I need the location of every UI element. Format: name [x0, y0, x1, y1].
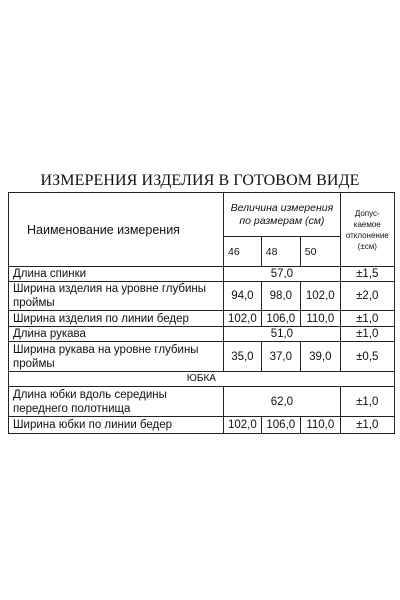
row-value-48: 106,0 — [261, 311, 300, 327]
header-measure: Величина измерения по размерам (см) — [224, 193, 341, 237]
row-name: Длина юбки вдоль середины переднего полотнища — [9, 387, 224, 417]
table-row — [9, 342, 395, 372]
size-48: 48 — [261, 237, 300, 267]
section-heading: ЮБКА — [9, 372, 395, 387]
row-tolerance: ±1,0 — [340, 417, 394, 434]
row-name: Ширина изделия по линии бедер — [9, 311, 224, 327]
row-name: Ширина изделия на уровне глубины проймы — [9, 282, 224, 311]
row-value-48: 37,0 — [261, 342, 300, 372]
row-name: Длина рукава — [9, 327, 224, 342]
table-row — [9, 417, 395, 434]
table-row — [9, 387, 395, 417]
table-row — [9, 311, 395, 327]
row-value-46: 94,0 — [224, 282, 262, 311]
row-tolerance: ±0,5 — [340, 342, 394, 372]
row-common-value: 51,0 — [224, 327, 341, 342]
row-tolerance: ±1,0 — [340, 311, 394, 327]
header-name: Наименование измерения — [9, 193, 224, 267]
measurements-table — [8, 192, 395, 434]
row-common-value: 62,0 — [224, 387, 341, 417]
row-value-50: 110,0 — [300, 417, 340, 434]
page-title: ИЗМЕРЕНИЯ ИЗДЕЛИЯ В ГОТОВОМ ВИДЕ — [40, 172, 360, 189]
size-50: 50 — [300, 237, 340, 267]
row-value-50: 102,0 — [300, 282, 340, 311]
row-name: Ширина юбки по линии бедер — [9, 417, 224, 434]
header-row — [9, 193, 395, 237]
row-value-46: 102,0 — [224, 311, 262, 327]
row-common-value: 57,0 — [224, 267, 341, 282]
row-value-50: 110,0 — [300, 311, 340, 327]
table-row — [9, 282, 395, 311]
row-value-48: 106,0 — [261, 417, 300, 434]
row-name: Ширина рукава на уровне глубины проймы — [9, 342, 224, 372]
row-tolerance: ±2,0 — [340, 282, 394, 311]
table-row — [9, 267, 395, 282]
table-row — [9, 327, 395, 342]
row-tolerance: ±1,0 — [340, 387, 394, 417]
header-tolerance: Допус-каемое отклонение (±см) — [340, 193, 394, 267]
row-value-48: 98,0 — [261, 282, 300, 311]
section-row — [9, 372, 395, 387]
row-tolerance: ±1,0 — [340, 327, 394, 342]
row-name: Длина спинки — [9, 267, 224, 282]
row-value-50: 39,0 — [300, 342, 340, 372]
row-tolerance: ±1,5 — [340, 267, 394, 282]
row-value-46: 35,0 — [224, 342, 262, 372]
size-46: 46 — [224, 237, 262, 267]
row-value-46: 102,0 — [224, 417, 262, 434]
